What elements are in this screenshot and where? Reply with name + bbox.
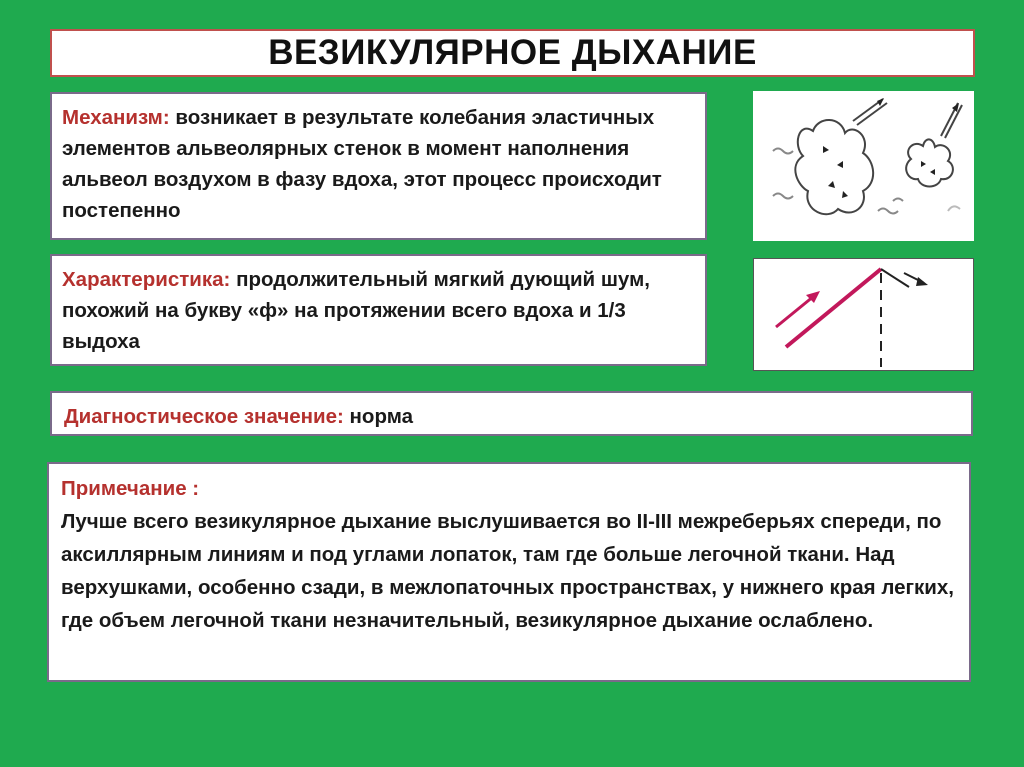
slide-title: ВЕЗИКУЛЯРНОЕ ДЫХАНИЕ	[268, 33, 757, 72]
mechanism-label: Механизм:	[62, 106, 170, 129]
characteristic-paragraph	[62, 264, 695, 357]
characteristic-text: продолжительный мягкий дующий шум, похожий на букву «ф» на протяжении всего вдоха и 1/3 выдоха	[62, 268, 650, 353]
note-text: Лучше всего везикулярное дыхание выслушивается во II-III межреберьях спереди, по аксиллярным линиям и под углами лопаток, там где больше легочной ткани. Над верхушками, особенно сзади, в межлопаточных пространствах, у нижнего края легких, где объем легочной ткани незначительный, везикулярное дыхание ослаблено.	[61, 510, 954, 632]
title-box	[50, 29, 975, 77]
diagnostic-label: Диагностическое значение:	[64, 405, 344, 428]
characteristic-label: Характеристика:	[62, 268, 231, 291]
note-box	[47, 462, 971, 682]
breath-sound-svg	[754, 259, 973, 370]
alveoli-illustration	[753, 91, 974, 241]
diagnostic-box	[50, 391, 973, 436]
diagnostic-text: норма	[349, 405, 413, 428]
note-paragraph	[61, 472, 957, 637]
note-label: Примечание :	[61, 477, 200, 500]
breath-sound-diagram	[753, 258, 974, 371]
characteristic-box	[50, 254, 707, 366]
mechanism-text: возникает в результате колебания эластичных элементов альвеолярных стенок в момент наполнения альвеол воздухом в фазу вдоха, этот процесс происходит постепенно	[62, 106, 662, 222]
alveoli-svg	[753, 91, 974, 241]
mechanism-box	[50, 92, 707, 240]
mechanism-paragraph	[62, 102, 695, 226]
diagnostic-paragraph	[64, 401, 959, 432]
